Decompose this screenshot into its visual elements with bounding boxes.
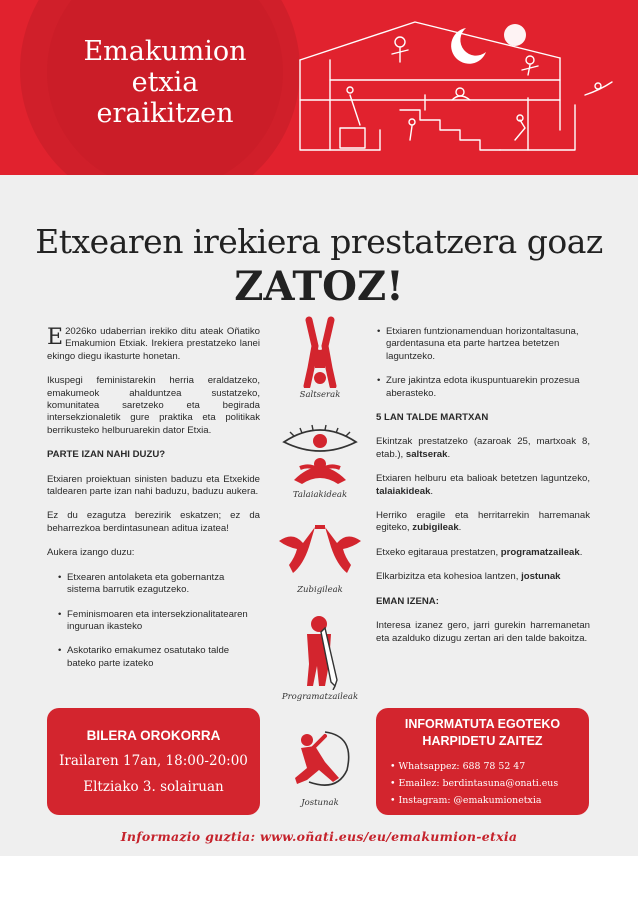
options-intro: Aukera izango duzu:: [47, 547, 135, 559]
subscribe-box: [376, 708, 589, 815]
group-figures: [270, 316, 370, 816]
list-item: • Zure jakintza edota ikuspuntuarekin prozesua aberasteko.: [386, 375, 590, 400]
left-column: [47, 326, 260, 682]
right-column: [376, 326, 590, 657]
group-item: Herriko eragile eta herritarrekin harremanak egiteko, zubigileak.: [376, 510, 590, 534]
meeting-box: [47, 708, 260, 815]
brand-title-line2: etxia eraikitzen: [96, 67, 234, 129]
hero-banner: [0, 0, 638, 175]
no-expertise-paragraph: Ez du ezagutza berezirik eskatzen; ez da beharrezkoa berdintasunean aditua izatea!: [47, 510, 260, 534]
list-item: • Askotariko emakumez osatutako talde bateko parte izateko: [67, 645, 260, 670]
figure-label: Programatzaileak: [281, 692, 359, 702]
subscribe-title: [376, 716, 589, 750]
meeting-title: BILERA OROKORRA: [86, 728, 221, 743]
group-item: Etxeko egitaraua prestatzen, programatzaileak.: [376, 546, 583, 558]
handstand-figure-icon: [295, 316, 345, 388]
pencil-figure-icon: [295, 614, 345, 690]
mission-paragraph: Ikuspegi feministarekin herria eraldatzeko, emakumeok ahalduntzea sustatzeko, komunitatea saretzeko eta begirada intersekzionaletik gure praktika eta politikak berrikusteko helburuarekin dator Etxia.: [47, 375, 260, 436]
participate-heading: PARTE IZAN NAHI DUZU?: [47, 449, 166, 461]
drop-cap: E: [47, 325, 64, 350]
list-item: • Etxiaren funtzionamenduan horizontaltasuna, gardentasuna eta parte hartzea betetzen laguntzeko.: [386, 326, 590, 363]
figure-programatzaileak: [270, 614, 370, 702]
figure-label: Zubigileak: [297, 585, 343, 595]
group-item: Elkarbizitza eta kohesioa lantzen, jostunak: [376, 571, 561, 583]
figure-saltserak: [270, 316, 370, 400]
instagram-contact[interactable]: • Instagram: @emakumionetxia: [390, 792, 589, 809]
signup-paragraph: Interesa izanez gero, jarri gurekin harremanetan eta azalduko dizugu zertan ari den talde bakoitza.: [376, 620, 590, 644]
bridge-birds-icon: [275, 521, 365, 583]
groups-heading: 5 LAN TALDE MARTXAN: [376, 412, 489, 424]
contact-list: [376, 758, 589, 809]
page-title: Etxearen irekiera prestatzera goaz: [35, 222, 603, 261]
join-paragraph: Etxiaren proiektuan sinisten baduzu eta Etxekide taldearen parte izan nahi baduzu, baduzu aukera.: [47, 473, 260, 498]
info-link[interactable]: Informazio guztia: www.oñati.eus/eu/emakumion-etxia: [120, 829, 518, 844]
signup-heading: EMAN IZENA:: [376, 595, 439, 607]
page-subtitle: ZATOZ!: [234, 263, 404, 310]
list-item: • Feminismoaren eta intersekzionalitatearen inguruan ikasteko: [67, 609, 260, 634]
figure-label: Talaiakideak: [292, 490, 348, 500]
figure-label: Saltserak: [299, 390, 341, 400]
list-item: • Etxearen antolaketa eta gobernantza sistema barrutik ezagutzeko.: [67, 572, 260, 597]
brand-title-line1: Emakumion: [83, 36, 247, 67]
options-list: [47, 572, 260, 670]
meeting-date: Irailaren 17an, 18:00-20:00: [59, 753, 248, 769]
bottom-margin: [0, 856, 638, 913]
subscribe-title-line1: INFORMATUTA EGOTEKO: [404, 717, 561, 731]
watching-eye-figure-icon: [280, 424, 360, 488]
intro-text: 2026ko udaberrian irekiko ditu ateak Oñatiko Emakumion Etxiak. Irekiera prestatzeko lanei ekingo diegu ikasturte honetan.: [47, 326, 260, 362]
whatsapp-contact[interactable]: • Whatsappez: 688 78 52 47: [390, 758, 589, 775]
brand-title: [60, 36, 270, 129]
sewing-figure-icon: [285, 726, 355, 796]
figure-label: Jostunak: [301, 798, 339, 808]
email-contact[interactable]: • Emailez: berdintasuna@onati.eus: [390, 775, 589, 792]
subscribe-title-line2: HARPIDETU ZAITEZ: [422, 734, 543, 748]
figure-zubigileak: [270, 521, 370, 595]
group-item: Etxiaren helburu eta balioak betetzen laguntzeko, talaiakideak.: [376, 473, 590, 497]
group-item: Ekintzak prestatzeko (azaroak 25, martxoak 8, etab.), saltserak.: [376, 436, 590, 460]
intro-paragraph: [47, 326, 260, 363]
figure-jostunak: [270, 726, 370, 808]
benefits-list: [376, 326, 590, 400]
figure-talaiakideak: [270, 424, 370, 500]
meeting-place: Eltziako 3. solairuan: [83, 779, 224, 795]
